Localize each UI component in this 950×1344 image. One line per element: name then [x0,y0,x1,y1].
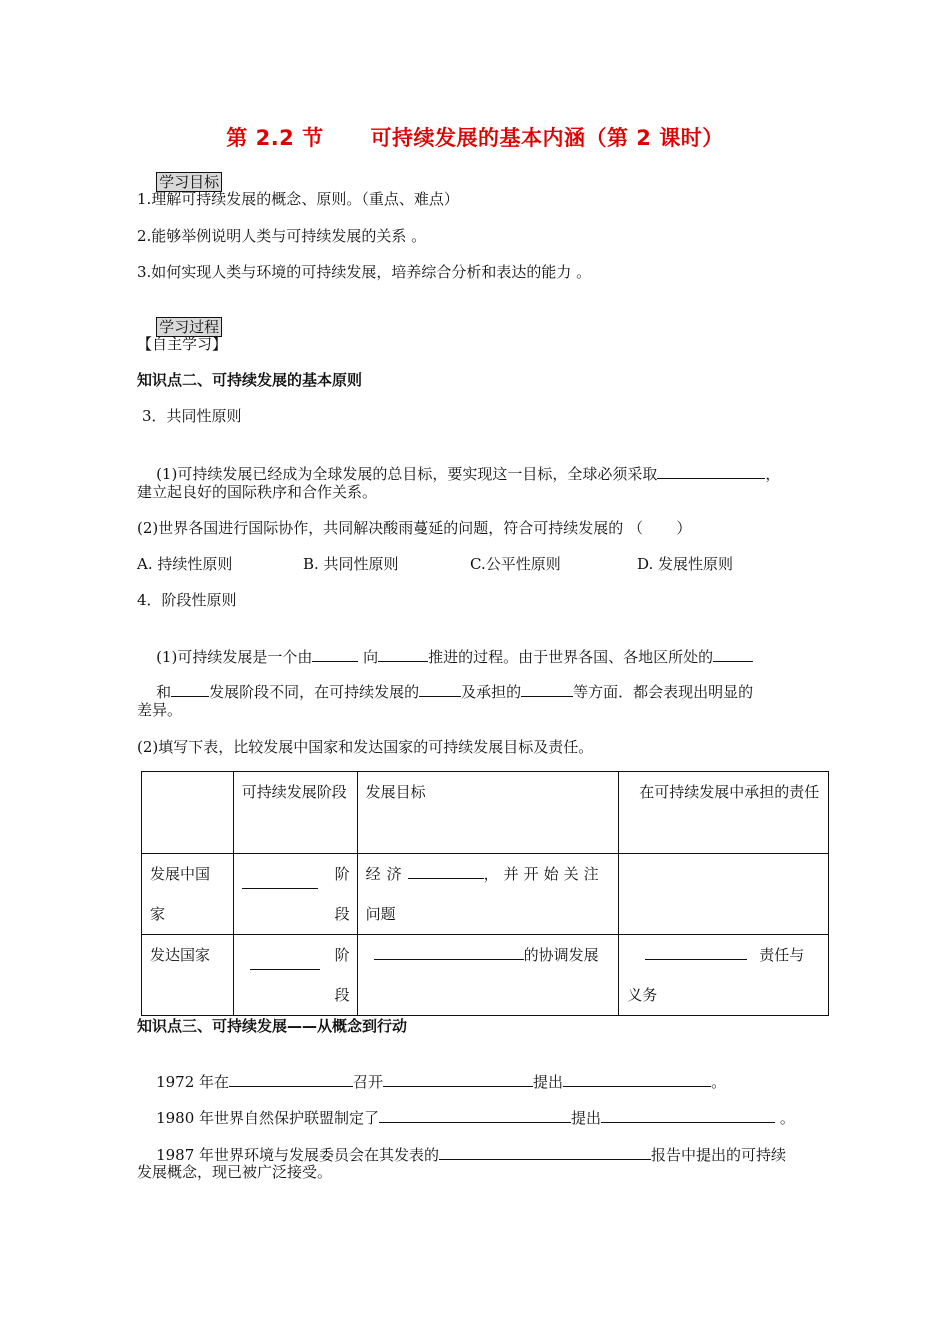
kp3-1972-text-b: 召开 [353,1073,384,1091]
blank-1972-proposal[interactable] [563,1071,711,1087]
blank-stage-b[interactable] [171,681,209,697]
row-developed-responsibility [619,935,829,1016]
row-developed-goal [357,935,619,1016]
row-developed-label: 发达国家 [142,935,234,1016]
blank-1980-proposal[interactable] [601,1107,775,1123]
header-responsibility: 在可持续发展中承担的责任 [619,772,829,854]
goals-header: 学习目标 [156,172,222,192]
blank-developed-responsibility[interactable] [645,944,747,960]
option-d[interactable]: D. 发展性原则 [637,555,734,573]
options-row [137,554,837,574]
blank-stage-a[interactable] [713,646,753,662]
goal-item-1: 1.理解可持续发展的概念、原则。（重点、难点） [137,190,459,208]
kp3-1972-text-a: 1972 年在 [156,1073,230,1091]
q3-text-7: 等方面．都会表现出明显的 [573,683,754,701]
developing-goal-text-a: 经济 [365,865,408,883]
blank-1972-meeting[interactable] [383,1071,533,1087]
q3-text-5: 发展阶段不同，在可持续发展的 [209,683,420,701]
kp3-1980-text-c: 。 [775,1109,795,1127]
table-header-row [142,772,829,854]
kp3-line-1987-continued: 发展概念，现已被广泛接受。 [137,1163,333,1181]
self-study-label: 【自主学习】 [137,335,228,353]
question-3-line-3: 差异。 [137,701,183,719]
header-goal: 发展目标 [357,772,619,854]
principle-4-label: 4．阶段性原则 [137,591,237,609]
q3-text-1: (1)可持续发展是一个由 [156,648,313,666]
question-1-continued: 建立起良好的国际秩序和合作关系。 [137,483,378,501]
developing-goal-text-c: 问题 [365,905,396,923]
kp3-1980-text-b: 提出 [571,1109,602,1127]
question-3-line-2 [137,661,753,722]
blank-developed-stage[interactable] [250,954,320,970]
option-a[interactable]: A. 持续性原则 [137,555,233,573]
blank-1987-report[interactable] [439,1144,651,1160]
option-c[interactable]: C.公平性原则 [470,555,561,573]
kp3-heading: 知识点三、可持续发展——从概念到行动 [137,1017,408,1035]
blank-global-action[interactable] [657,463,765,479]
question-1-comma: ， [765,465,781,483]
question-2: (2)世界各国进行国际协作，共同解决酸雨蔓延的问题，符合可持续发展的 （ ） [137,519,692,537]
developed-resp-text-a: 责任与 [759,946,805,964]
comparison-table [141,771,829,1016]
blank-1972-place[interactable] [229,1071,353,1087]
goal-item-2: 2.能够举例说明人类与可持续发展的关系 。 [137,227,427,245]
row-developing-goal [357,854,619,935]
goal-item-3: 3.如何实现人类与环境的可持续发展，培养综合分析和表达的能力 。 [137,263,592,281]
question-1-text: (1)可持续发展已经成为全球发展的总目标，要实现这一目标，全球必须采取 [156,465,658,483]
row-developing-stage [233,854,357,935]
table-row [142,935,829,1016]
kp3-1972-text-c: 提出 [533,1073,564,1091]
blank-developing-stage[interactable] [242,873,318,889]
blank-developing-goal[interactable] [408,863,484,879]
header-empty [142,772,234,854]
q3-text-3: 推进的过程。由于世界各国、各地区所处的 [428,648,714,666]
page-title: 第 2.2 节 可持续发展的基本内涵（第 2 课时） [226,126,724,150]
blank-1980-document[interactable] [379,1107,571,1123]
developing-goal-text-b: ，并开始关注 [483,865,604,883]
row-developing-label: 发展中国家 [142,854,234,935]
table-row [142,854,829,935]
q3-text-4: 和 [156,683,172,701]
q3-text-6: 及承担的 [461,683,522,701]
q3-text-2: 向 [358,648,379,666]
question-4: (2)填写下表，比较发展中国家和发达国家的可持续发展目标及责任。 [137,738,594,756]
kp3-1987-text-b: 报告中提出的可持续 [651,1146,787,1164]
principle-3-label: 3．共同性原则 [142,407,242,425]
process-header: 学习过程 [156,317,222,337]
blank-responsibility[interactable] [521,681,573,697]
kp3-1980-text-a: 1980 年世界自然保护联盟制定了 [156,1109,380,1127]
developed-stage-suffix: 阶段 [334,946,350,1004]
developed-resp-text-b: 义务 [627,986,658,1004]
blank-developed-goal[interactable] [374,944,524,960]
blank-goal[interactable] [419,681,461,697]
option-b[interactable]: B. 共同性原则 [303,555,399,573]
developed-goal-text: 的协调发展 [523,946,599,964]
kp3-1987-text-a: 1987 年世界环境与发展委员会在其发表的 [156,1146,440,1164]
header-stage: 可持续发展阶段 [233,772,357,854]
blank-to[interactable] [378,646,428,662]
row-developing-responsibility [619,854,829,935]
kp3-1972-text-d: 。 [711,1073,727,1091]
kp2-heading: 知识点二、可持续发展的基本原则 [137,371,363,389]
blank-from[interactable] [312,646,358,662]
developing-stage-suffix: 阶段 [334,865,350,923]
row-developed-stage [233,935,357,1016]
